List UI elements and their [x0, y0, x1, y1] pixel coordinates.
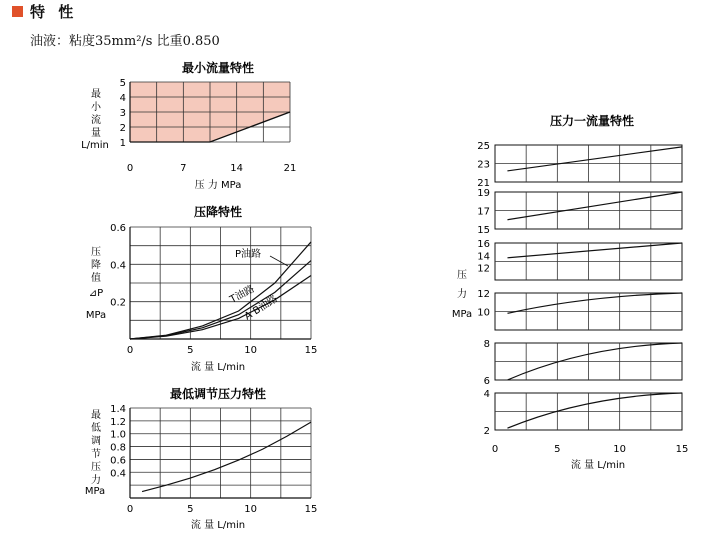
x-tick-label: 21 — [283, 163, 297, 174]
y-axis-unit: MPa — [85, 310, 107, 321]
y-tick-label: 6 — [483, 376, 490, 387]
y-axis-label: 最 — [91, 410, 101, 421]
y-tick-label: 4 — [483, 389, 490, 400]
y-tick-label: 0.4 — [110, 260, 126, 272]
y-tick-label: 2 — [119, 123, 126, 134]
pressure-flow-curve — [507, 192, 682, 220]
x-tick-label: 5 — [554, 444, 561, 455]
series-label-t: T油路 — [228, 283, 257, 306]
y-tick-label: 2 — [483, 426, 490, 437]
y-tick-label: 23 — [477, 159, 490, 171]
y-axis-label: 压 — [457, 270, 467, 281]
y-tick-label: 1.2 — [110, 416, 126, 428]
y-tick-label: 25 — [477, 141, 490, 152]
series-label-p: P油路 — [235, 249, 262, 260]
y-tick-label: 3 — [119, 108, 126, 119]
x-tick-label: 7 — [180, 163, 187, 174]
chart-title: 最小流量特性 — [181, 61, 255, 75]
y-tick-label: 15 — [477, 225, 490, 236]
y-tick-label: 1.4 — [110, 404, 126, 415]
min-adjust-curve — [142, 422, 311, 491]
x-tick-label: 5 — [187, 345, 194, 356]
x-tick-label: 0 — [491, 444, 499, 455]
x-tick-label: 14 — [230, 163, 244, 174]
y-axis-unit: L/min — [81, 140, 109, 151]
y-tick-label: 4 — [119, 93, 126, 104]
series-label-ab: A B油路 — [242, 293, 280, 323]
x-tick-label: 0 — [126, 345, 134, 356]
x-tick-label: 10 — [244, 504, 258, 515]
x-tick-label: 0 — [126, 163, 134, 174]
y-tick-label: 8 — [483, 339, 490, 350]
x-tick-label: 15 — [675, 444, 689, 455]
x-tick-label: 15 — [304, 345, 318, 356]
pressure-flow-curve — [507, 147, 682, 171]
x-tick-label: 15 — [304, 504, 318, 515]
y-tick-label: 0.6 — [110, 223, 126, 234]
x-axis-label: 流 量 L/min — [190, 362, 246, 373]
y-tick-label: 14 — [477, 251, 490, 263]
y-axis-unit: MPa — [451, 309, 473, 320]
y-tick-label: 10 — [477, 307, 490, 319]
y-axis-label: 值 — [91, 273, 101, 284]
y-tick-label: 0.2 — [110, 297, 126, 309]
x-axis-label: 流 量 L/min — [190, 520, 246, 531]
x-tick-label: 5 — [187, 504, 194, 515]
y-axis-label: 压 — [91, 247, 101, 258]
y-axis-label: 力 — [457, 289, 467, 300]
chart-title: 最低调节压力特性 — [169, 387, 267, 401]
y-axis-label: 降 — [91, 260, 101, 271]
y-tick-label: 17 — [477, 206, 490, 218]
chart-title: 压力一流量特性 — [549, 114, 635, 128]
oil-spec: 油液：粘度35mm²/s 比重0.850 — [30, 34, 220, 49]
y-tick-label: 0.4 — [110, 468, 126, 480]
y-tick-label: 0.8 — [110, 442, 126, 454]
y-axis-label: 量 — [91, 128, 101, 139]
pressure-flow-curve — [507, 393, 682, 428]
y-axis-label: 最 — [91, 89, 101, 100]
page-title: 特 性 — [30, 3, 78, 21]
y-axis-label: 小 — [91, 102, 101, 113]
pressure-flow-curve — [507, 243, 682, 258]
chart-title: 压降特性 — [193, 205, 243, 219]
y-tick-label: 16 — [477, 239, 490, 250]
y-axis-label: 调 — [91, 436, 101, 447]
y-tick-label: 5 — [119, 78, 126, 89]
y-tick-label: 12 — [477, 289, 490, 300]
x-tick-label: 10 — [244, 345, 258, 356]
x-axis-label: 流 量 L/min — [570, 460, 626, 471]
y-tick-label: 19 — [477, 188, 490, 199]
y-tick-label: 12 — [477, 263, 490, 275]
y-tick-label: 0.6 — [110, 455, 126, 467]
y-axis-label: 力 — [91, 475, 101, 486]
y-axis-label: 压 — [91, 462, 101, 473]
x-tick-label: 0 — [126, 504, 134, 515]
x-tick-label: 10 — [613, 444, 627, 455]
y-axis-label: 节 — [91, 449, 101, 460]
y-axis-label: 低 — [91, 423, 101, 434]
y-axis-unit: MPa — [84, 486, 106, 497]
pressure-flow-curve — [507, 293, 682, 313]
y-axis-symbol: ⊿P — [88, 288, 104, 299]
y-tick-label: 21 — [477, 178, 490, 189]
x-axis-label: 压 力 MPa — [194, 180, 242, 191]
y-tick-label: 1.0 — [110, 429, 126, 441]
y-tick-label: 1 — [119, 138, 126, 149]
y-axis-label: 流 — [91, 115, 101, 126]
